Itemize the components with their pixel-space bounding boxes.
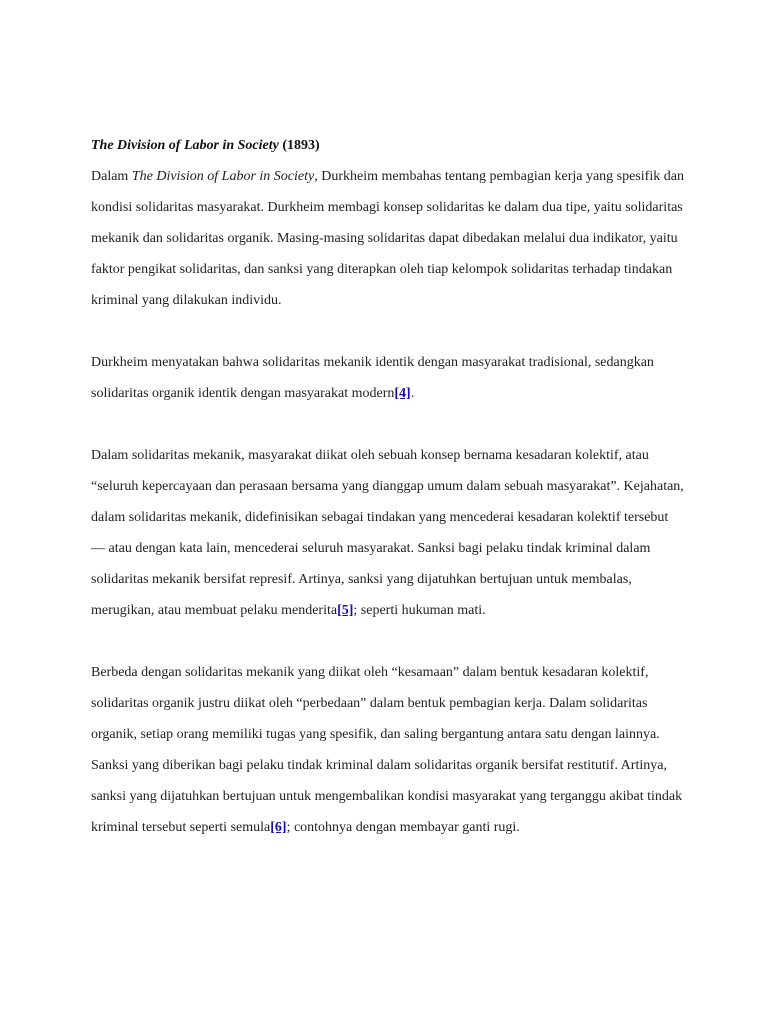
paragraph-spacer [91, 316, 685, 347]
paragraph-4-text: Berbeda dengan solidaritas mekanik yang diikat oleh “kesamaan” dalam bentuk kesadaran kolektif, solidaritas organik justru diikat oleh “perbedaan” dalam bentuk pembagian kerja. Dalam solidaritas organik, setiap orang memiliki tugas yang spesifik, dan saling bergantung antara satu dengan lainnya. Sanksi yang diberikan bagi pelaku tindak kriminal dalam solidaritas organik bersifat restitutif. Artinya, sanksi yang dijatuhkan bertujuan untuk mengembalikan kondisi masyarakat yang terganggu akibat tindak kriminal tersebut seperti semula [91, 665, 683, 835]
document-body [91, 130, 685, 843]
paragraph-3-text: Dalam solidaritas mekanik, masyarakat diikat oleh sebuah konsep bernama kesadaran kolektif, atau “seluruh kepercayaan dan perasaan bersama yang dianggap umum dalam sebuah masyarakat”. Kejahatan, dalam solidaritas mekanik, didefinisikan sebagai tindakan yang mencederai kesadaran kolektif tersebut — atau dengan kata lain, mencederai seluruh masyarakat. Sanksi bagi pelaku tindak kriminal dalam solidaritas mekanik bersifat represif. Artinya, sanksi yang dijatuhkan bertujuan untuk membalas, merugikan, atau membuat pelaku menderita [91, 448, 684, 618]
heading-year: (1893) [282, 138, 320, 153]
paragraph-3-tail: ; seperti hukuman mati. [353, 603, 486, 618]
paragraph-1-text: , Durkheim membahas tentang pembagian kerja yang spesifik dan kondisi solidaritas masyarakat. Durkheim membagi konsep solidaritas ke dalam dua tipe, yaitu solidaritas mekanik dan solidaritas organik. Masing-masing solidaritas dapat dibedakan melalui dua indikator, yaitu faktor pengikat solidaritas, dan sanksi yang diterapkan oleh tiap kelompok solidaritas terhadap tindakan kriminal yang dilakukan individu. [91, 169, 684, 308]
citation-link-4[interactable]: [4] [394, 386, 411, 401]
section-heading [91, 130, 685, 161]
paragraph-4 [91, 657, 685, 843]
paragraph-3 [91, 440, 685, 626]
paragraph-spacer [91, 409, 685, 440]
paragraph-1-lead: Dalam [91, 169, 132, 184]
paragraph-2 [91, 347, 685, 409]
citation-link-5[interactable]: [5] [337, 603, 354, 618]
citation-link-6[interactable]: [6] [270, 820, 287, 835]
paragraph-spacer [91, 626, 685, 657]
paragraph-1-book-title: The Division of Labor in Society [131, 169, 315, 184]
paragraph-2-text: Durkheim menyatakan bahwa solidaritas mekanik identik dengan masyarakat tradisional, sedangkan solidaritas organik identik dengan masyarakat modern [91, 355, 654, 401]
paragraph-4-tail: ; contohnya dengan membayar ganti rugi. [286, 820, 520, 835]
paragraph-2-tail: . [410, 386, 415, 401]
paragraph-1 [91, 161, 685, 316]
heading-title: The Division of Labor in Society [91, 138, 279, 153]
